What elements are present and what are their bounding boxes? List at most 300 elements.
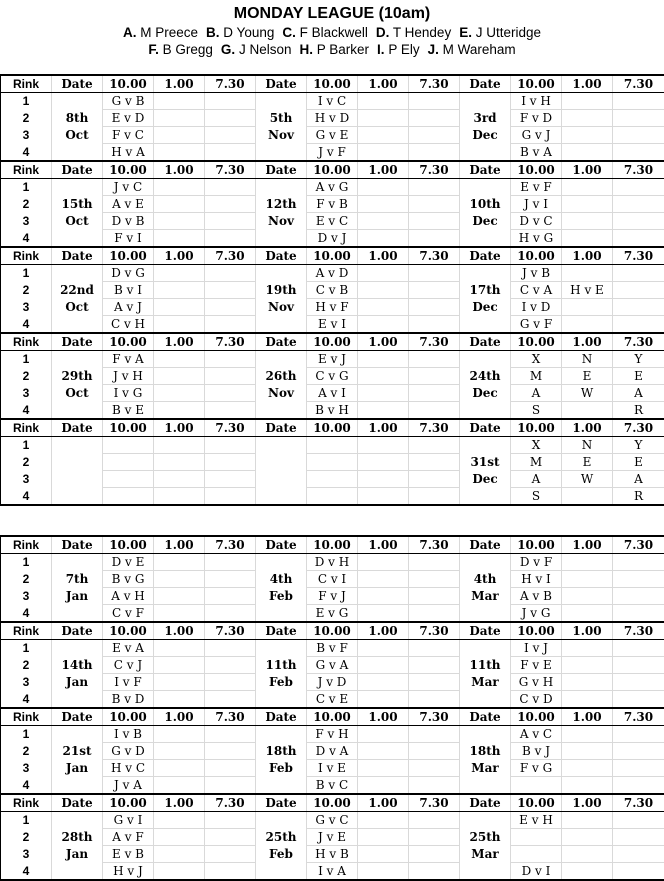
date-header: Date — [460, 247, 511, 265]
game-cell — [613, 674, 664, 691]
player-name: F Blackwell — [300, 25, 368, 40]
game-cell — [358, 726, 409, 743]
game-cell — [205, 110, 256, 127]
date-month: Dec — [460, 385, 511, 402]
game-cell: C v H — [103, 316, 154, 334]
game-cell: S — [511, 488, 562, 506]
game-cell — [205, 605, 256, 623]
game-cell: J v H — [103, 368, 154, 385]
game-cell — [154, 605, 205, 623]
player-letter: D. — [376, 25, 390, 40]
date-cell — [256, 640, 307, 657]
date-header: Date — [52, 794, 103, 812]
game-cell — [358, 846, 409, 863]
game-cell — [511, 777, 562, 795]
game-cell — [409, 471, 460, 488]
rink-row — [1, 196, 664, 213]
player-entry — [282, 25, 368, 40]
date-cell — [256, 351, 307, 368]
game-cell — [613, 110, 664, 127]
week-header-row — [1, 536, 664, 554]
rink-row — [1, 726, 664, 743]
week-header-row — [1, 419, 664, 437]
schedule-jan-mar — [0, 535, 664, 881]
time-header-730: 7.30 — [205, 536, 256, 554]
game-cell — [358, 571, 409, 588]
game-cell: E — [613, 368, 664, 385]
rink-row — [1, 471, 664, 488]
game-cell: H v G — [511, 230, 562, 248]
date-cell — [256, 812, 307, 829]
date-header: Date — [460, 75, 511, 93]
game-cell — [358, 437, 409, 454]
date-day: 25th — [256, 829, 307, 846]
game-cell: C v A — [511, 282, 562, 299]
date-cell — [460, 437, 511, 454]
game-cell — [613, 265, 664, 282]
game-cell — [358, 230, 409, 248]
game-cell — [409, 454, 460, 471]
player-letter: C. — [282, 25, 296, 40]
game-cell: A v I — [307, 385, 358, 402]
game-cell: I v E — [307, 760, 358, 777]
rink-row — [1, 605, 664, 623]
game-cell — [613, 777, 664, 795]
game-cell — [103, 437, 154, 454]
date-month: Nov — [256, 385, 307, 402]
game-cell — [154, 179, 205, 196]
game-cell — [154, 230, 205, 248]
date-cell — [460, 691, 511, 709]
date-cell — [52, 437, 103, 454]
game-cell — [358, 674, 409, 691]
game-cell — [613, 316, 664, 334]
rink-number: 4 — [1, 316, 52, 334]
game-cell — [205, 863, 256, 881]
date-header: Date — [460, 161, 511, 179]
time-header-730: 7.30 — [205, 161, 256, 179]
game-cell — [205, 760, 256, 777]
rink-row — [1, 760, 664, 777]
game-cell — [205, 230, 256, 248]
game-cell — [358, 179, 409, 196]
rink-header: Rink — [1, 333, 52, 351]
rink-row — [1, 127, 664, 144]
date-day: 31st — [460, 454, 511, 471]
date-cell — [460, 351, 511, 368]
game-cell: R — [613, 402, 664, 420]
game-cell: C v F — [103, 605, 154, 623]
time-header-730: 7.30 — [613, 247, 664, 265]
game-cell — [562, 640, 613, 657]
date-day: 4th — [256, 571, 307, 588]
date-cell — [256, 605, 307, 623]
game-cell: G v D — [103, 743, 154, 760]
game-cell: F v B — [307, 196, 358, 213]
date-cell — [460, 265, 511, 282]
game-cell: I v G — [103, 385, 154, 402]
time-header-10: 10.00 — [307, 419, 358, 437]
game-cell: E — [562, 368, 613, 385]
rink-row — [1, 863, 664, 881]
game-cell — [358, 110, 409, 127]
week-header-row — [1, 622, 664, 640]
time-header-1: 1.00 — [154, 75, 205, 93]
game-cell — [154, 760, 205, 777]
player-name: T Hendey — [393, 25, 451, 40]
date-day: 29th — [52, 368, 103, 385]
time-header-730: 7.30 — [205, 247, 256, 265]
game-cell: A v B — [511, 588, 562, 605]
game-cell: E v H — [511, 812, 562, 829]
game-cell: J v C — [103, 179, 154, 196]
date-cell — [256, 863, 307, 881]
time-header-10: 10.00 — [307, 708, 358, 726]
game-cell — [205, 127, 256, 144]
rink-row — [1, 829, 664, 846]
time-header-730: 7.30 — [613, 536, 664, 554]
player-entry — [377, 42, 420, 57]
time-header-10: 10.00 — [307, 333, 358, 351]
date-header: Date — [52, 333, 103, 351]
game-cell — [562, 588, 613, 605]
date-month — [256, 471, 307, 488]
game-cell: H v C — [103, 760, 154, 777]
time-header-10: 10.00 — [511, 75, 562, 93]
rink-number: 2 — [1, 829, 52, 846]
game-cell — [205, 812, 256, 829]
game-cell — [562, 179, 613, 196]
time-header-1: 1.00 — [154, 536, 205, 554]
date-month: Oct — [52, 299, 103, 316]
time-header-10: 10.00 — [511, 161, 562, 179]
game-cell — [613, 657, 664, 674]
date-day: 25th — [460, 829, 511, 846]
date-header: Date — [256, 536, 307, 554]
game-cell — [154, 454, 205, 471]
game-cell: H v J — [103, 863, 154, 881]
player-name: P Ely — [388, 42, 419, 57]
date-month: Feb — [256, 588, 307, 605]
player-letter: I. — [377, 42, 385, 57]
game-cell — [409, 726, 460, 743]
game-cell — [409, 846, 460, 863]
time-header-730: 7.30 — [409, 333, 460, 351]
date-day: 12th — [256, 196, 307, 213]
game-cell: D v I — [511, 863, 562, 881]
rink-row — [1, 588, 664, 605]
game-cell — [409, 213, 460, 230]
time-header-730: 7.30 — [409, 419, 460, 437]
game-cell — [613, 743, 664, 760]
week-header-row — [1, 794, 664, 812]
game-cell — [562, 213, 613, 230]
player-letter: G. — [221, 42, 235, 57]
date-cell — [460, 863, 511, 881]
time-header-730: 7.30 — [205, 333, 256, 351]
time-header-10: 10.00 — [103, 622, 154, 640]
game-cell: H v D — [307, 110, 358, 127]
date-header: Date — [256, 161, 307, 179]
rink-number: 1 — [1, 726, 52, 743]
time-header-10: 10.00 — [307, 536, 358, 554]
game-cell: D v E — [103, 554, 154, 571]
game-cell: C v J — [103, 657, 154, 674]
game-cell: Y — [613, 437, 664, 454]
time-header-1: 1.00 — [358, 708, 409, 726]
game-cell — [358, 471, 409, 488]
date-header: Date — [256, 794, 307, 812]
rink-row — [1, 674, 664, 691]
rink-row — [1, 282, 664, 299]
date-cell — [256, 437, 307, 454]
game-cell — [154, 863, 205, 881]
week-header-row — [1, 247, 664, 265]
date-day: 4th — [460, 571, 511, 588]
week-header-row — [1, 708, 664, 726]
game-cell — [409, 829, 460, 846]
rink-number: 2 — [1, 110, 52, 127]
game-cell: M — [511, 454, 562, 471]
time-header-1: 1.00 — [358, 536, 409, 554]
game-cell: J v B — [511, 265, 562, 282]
game-cell — [205, 726, 256, 743]
rink-number: 2 — [1, 368, 52, 385]
game-cell — [358, 760, 409, 777]
game-cell: E v F — [511, 179, 562, 196]
date-day: 24th — [460, 368, 511, 385]
player-letter: A. — [123, 25, 137, 40]
game-cell — [409, 385, 460, 402]
rink-number: 4 — [1, 691, 52, 709]
game-cell — [205, 265, 256, 282]
game-cell — [358, 385, 409, 402]
game-cell — [613, 846, 664, 863]
game-cell — [358, 265, 409, 282]
date-cell — [460, 230, 511, 248]
section-gap — [0, 502, 664, 536]
game-cell — [409, 282, 460, 299]
time-header-730: 7.30 — [613, 708, 664, 726]
date-header: Date — [52, 708, 103, 726]
time-header-1: 1.00 — [562, 794, 613, 812]
rink-number: 4 — [1, 144, 52, 162]
rink-row — [1, 179, 664, 196]
player-entry — [221, 42, 292, 57]
time-header-10: 10.00 — [307, 622, 358, 640]
game-cell: G v E — [307, 127, 358, 144]
date-month: Jan — [52, 846, 103, 863]
game-cell — [205, 282, 256, 299]
game-cell — [154, 829, 205, 846]
game-cell — [511, 829, 562, 846]
game-cell — [613, 144, 664, 162]
game-cell — [154, 351, 205, 368]
rink-header: Rink — [1, 794, 52, 812]
player-letter: E. — [459, 25, 472, 40]
game-cell — [613, 726, 664, 743]
players-line-1 — [0, 24, 664, 41]
game-cell — [154, 402, 205, 420]
league-header — [0, 0, 664, 58]
rink-number: 2 — [1, 743, 52, 760]
rink-row — [1, 351, 664, 368]
game-cell — [562, 743, 613, 760]
game-cell — [562, 110, 613, 127]
date-header: Date — [52, 247, 103, 265]
game-cell — [562, 230, 613, 248]
date-day — [256, 454, 307, 471]
game-cell: A — [511, 385, 562, 402]
game-cell — [205, 846, 256, 863]
date-month: Jan — [52, 760, 103, 777]
game-cell — [562, 299, 613, 316]
game-cell: H v A — [103, 144, 154, 162]
game-cell — [154, 368, 205, 385]
game-cell — [154, 213, 205, 230]
game-cell — [205, 368, 256, 385]
time-header-730: 7.30 — [409, 75, 460, 93]
game-cell: J v D — [307, 674, 358, 691]
rink-number: 4 — [1, 605, 52, 623]
date-month: Feb — [256, 760, 307, 777]
game-cell: A — [511, 471, 562, 488]
rink-row — [1, 93, 664, 110]
game-cell — [205, 471, 256, 488]
game-cell — [562, 657, 613, 674]
game-cell — [409, 588, 460, 605]
week-header-row — [1, 75, 664, 93]
rink-number: 3 — [1, 846, 52, 863]
date-day: 17th — [460, 282, 511, 299]
date-month: Dec — [460, 299, 511, 316]
time-header-1: 1.00 — [154, 708, 205, 726]
time-header-1: 1.00 — [358, 247, 409, 265]
game-cell — [154, 554, 205, 571]
rink-header: Rink — [1, 247, 52, 265]
game-cell — [409, 657, 460, 674]
date-header: Date — [52, 622, 103, 640]
time-header-1: 1.00 — [358, 622, 409, 640]
game-cell — [562, 760, 613, 777]
game-cell — [409, 179, 460, 196]
game-cell — [409, 760, 460, 777]
game-cell — [562, 863, 613, 881]
game-cell — [205, 571, 256, 588]
player-letter: B. — [206, 25, 220, 40]
game-cell — [562, 571, 613, 588]
time-header-10: 10.00 — [511, 247, 562, 265]
game-cell: R — [613, 488, 664, 506]
date-month: Oct — [52, 127, 103, 144]
time-header-10: 10.00 — [511, 708, 562, 726]
time-header-1: 1.00 — [562, 333, 613, 351]
game-cell — [154, 657, 205, 674]
game-cell — [205, 144, 256, 162]
rink-row — [1, 812, 664, 829]
date-day: 28th — [52, 829, 103, 846]
date-day: 11th — [256, 657, 307, 674]
game-cell — [154, 674, 205, 691]
time-header-730: 7.30 — [409, 247, 460, 265]
game-cell — [358, 640, 409, 657]
game-cell: B v F — [307, 640, 358, 657]
time-header-10: 10.00 — [103, 536, 154, 554]
date-month: Feb — [256, 846, 307, 863]
game-cell — [562, 554, 613, 571]
game-cell: D v H — [307, 554, 358, 571]
game-cell — [613, 196, 664, 213]
game-cell: H v E — [562, 282, 613, 299]
time-header-1: 1.00 — [562, 75, 613, 93]
date-cell — [460, 605, 511, 623]
game-cell — [562, 777, 613, 795]
time-header-730: 7.30 — [613, 622, 664, 640]
time-header-730: 7.30 — [205, 794, 256, 812]
date-header: Date — [460, 536, 511, 554]
player-name: J Utteridge — [476, 25, 541, 40]
game-cell: W — [562, 385, 613, 402]
time-header-730: 7.30 — [613, 75, 664, 93]
game-cell — [154, 588, 205, 605]
date-header: Date — [256, 247, 307, 265]
time-header-1: 1.00 — [562, 247, 613, 265]
time-header-730: 7.30 — [613, 794, 664, 812]
date-header: Date — [52, 75, 103, 93]
rink-row — [1, 230, 664, 248]
date-header: Date — [460, 794, 511, 812]
game-cell: B v A — [511, 144, 562, 162]
rink-row — [1, 316, 664, 334]
game-cell: H v B — [307, 846, 358, 863]
game-cell — [154, 777, 205, 795]
time-header-10: 10.00 — [511, 536, 562, 554]
game-cell — [409, 110, 460, 127]
date-cell — [460, 777, 511, 795]
game-cell: I v D — [511, 299, 562, 316]
game-cell — [154, 846, 205, 863]
game-cell: E v G — [307, 605, 358, 623]
game-cell: D v C — [511, 213, 562, 230]
rink-number: 3 — [1, 471, 52, 488]
game-cell — [409, 351, 460, 368]
rink-number: 1 — [1, 437, 52, 454]
players-line-2 — [0, 41, 664, 58]
game-cell — [562, 674, 613, 691]
game-cell: J v E — [307, 829, 358, 846]
game-cell — [205, 402, 256, 420]
rink-row — [1, 657, 664, 674]
game-cell: F v G — [511, 760, 562, 777]
game-cell — [358, 605, 409, 623]
game-cell — [409, 437, 460, 454]
game-cell — [154, 127, 205, 144]
time-header-1: 1.00 — [154, 161, 205, 179]
rink-number: 1 — [1, 93, 52, 110]
game-cell — [154, 316, 205, 334]
game-cell — [154, 196, 205, 213]
date-day: 26th — [256, 368, 307, 385]
game-cell: A — [613, 385, 664, 402]
game-cell — [205, 640, 256, 657]
game-cell — [562, 605, 613, 623]
game-cell: M — [511, 368, 562, 385]
time-header-730: 7.30 — [409, 622, 460, 640]
time-header-730: 7.30 — [613, 161, 664, 179]
game-cell: N — [562, 351, 613, 368]
date-cell — [52, 402, 103, 420]
date-cell — [460, 144, 511, 162]
